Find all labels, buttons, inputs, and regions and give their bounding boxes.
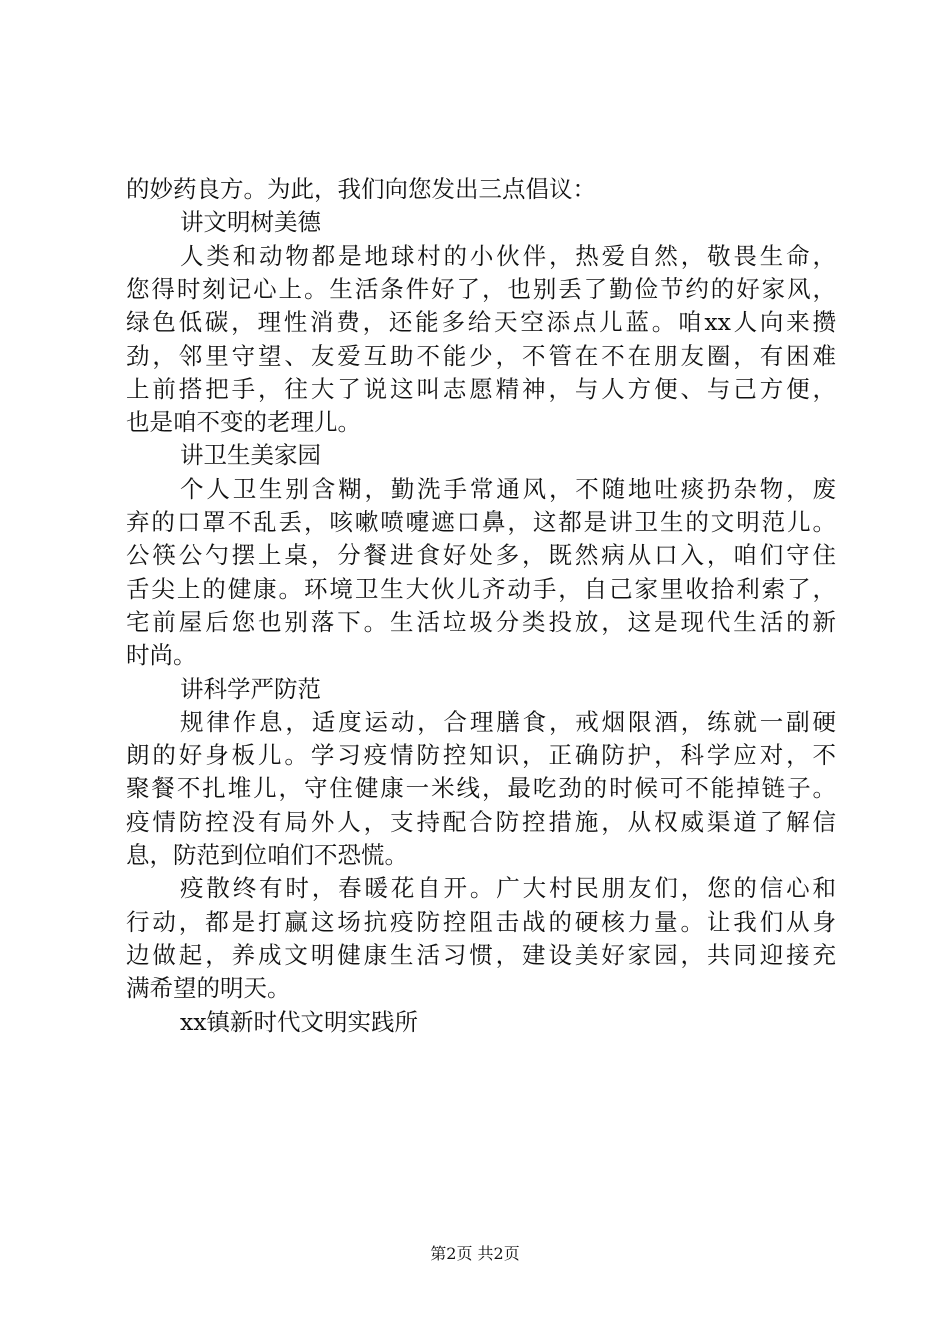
text-line: 舌尖上的健康。环境卫生大伙儿齐动手，自己家里收拾利索了，	[126, 574, 836, 603]
text-line: 劲，邻里守望、友爱互助不能少，不管在不在朋友圈，有困难	[126, 341, 836, 370]
text-line: 您得时刻记心上。生活条件好了，也别丢了勤俭节约的好家风，	[126, 274, 836, 303]
text-line: 绿色低碳，理性消费，还能多给天空添点儿蓝。咱xx人向来攒	[126, 308, 836, 337]
text-line: 行动，都是打赢这场抗疫防控阻击战的硬核力量。让我们从身	[126, 907, 836, 936]
text-line: 满希望的明天。	[126, 974, 291, 1003]
text-line: 也是咱不变的老理儿。	[126, 408, 361, 437]
text-line: 讲卫生美家园	[180, 441, 321, 470]
text-line: 规律作息，适度运动，合理膳食，戒烟限酒，练就一副硬	[180, 707, 836, 736]
text-line: 疫情防控没有局外人，支持配合防控措施，从权威渠道了解信	[126, 807, 836, 836]
text-line: 聚餐不扎堆儿，守住健康一米线，最吃劲的时候可不能掉链子。	[126, 774, 836, 803]
text-line: 个人卫生别含糊，勤洗手常通风，不随地吐痰扔杂物，废	[180, 474, 836, 503]
text-line: 时尚。	[126, 641, 197, 670]
text-line: 朗的好身板儿。学习疫情防控知识，正确防护，科学应对，不	[126, 741, 836, 770]
page-footer: 第2页 共2页	[430, 1244, 520, 1263]
text-line: 息，防范到位咱们不恐慌。	[126, 841, 408, 869]
text-line: 人类和动物都是地球村的小伙伴，热爱自然，敬畏生命，	[180, 241, 836, 270]
text-line: 讲科学严防范	[180, 674, 321, 703]
text-line: 上前搭把手，往大了说这叫志愿精神，与人方便、与己方便，	[126, 374, 836, 403]
text-line: 弃的口罩不乱丢，咳嗽喷嚏遮口鼻，这都是讲卫生的文明范儿。	[126, 508, 836, 536]
text-line: 公筷公勺摆上桌，分餐进食好处多，既然病从口入，咱们守住	[126, 541, 836, 570]
text-line: 宅前屋后您也别落下。生活垃圾分类投放，这是现代生活的新	[126, 607, 836, 636]
text-line: 边做起，养成文明健康生活习惯，建设美好家园，共同迎接充	[126, 940, 836, 969]
text-line: xx镇新时代文明实践所	[180, 1007, 419, 1036]
text-line: 的妙药良方。为此，我们向您发出三点倡议：	[126, 175, 596, 203]
text-line: 讲文明树美德	[180, 208, 321, 237]
text-line: 疫散终有时，春暖花自开。广大村民朋友们，您的信心和	[180, 874, 836, 903]
